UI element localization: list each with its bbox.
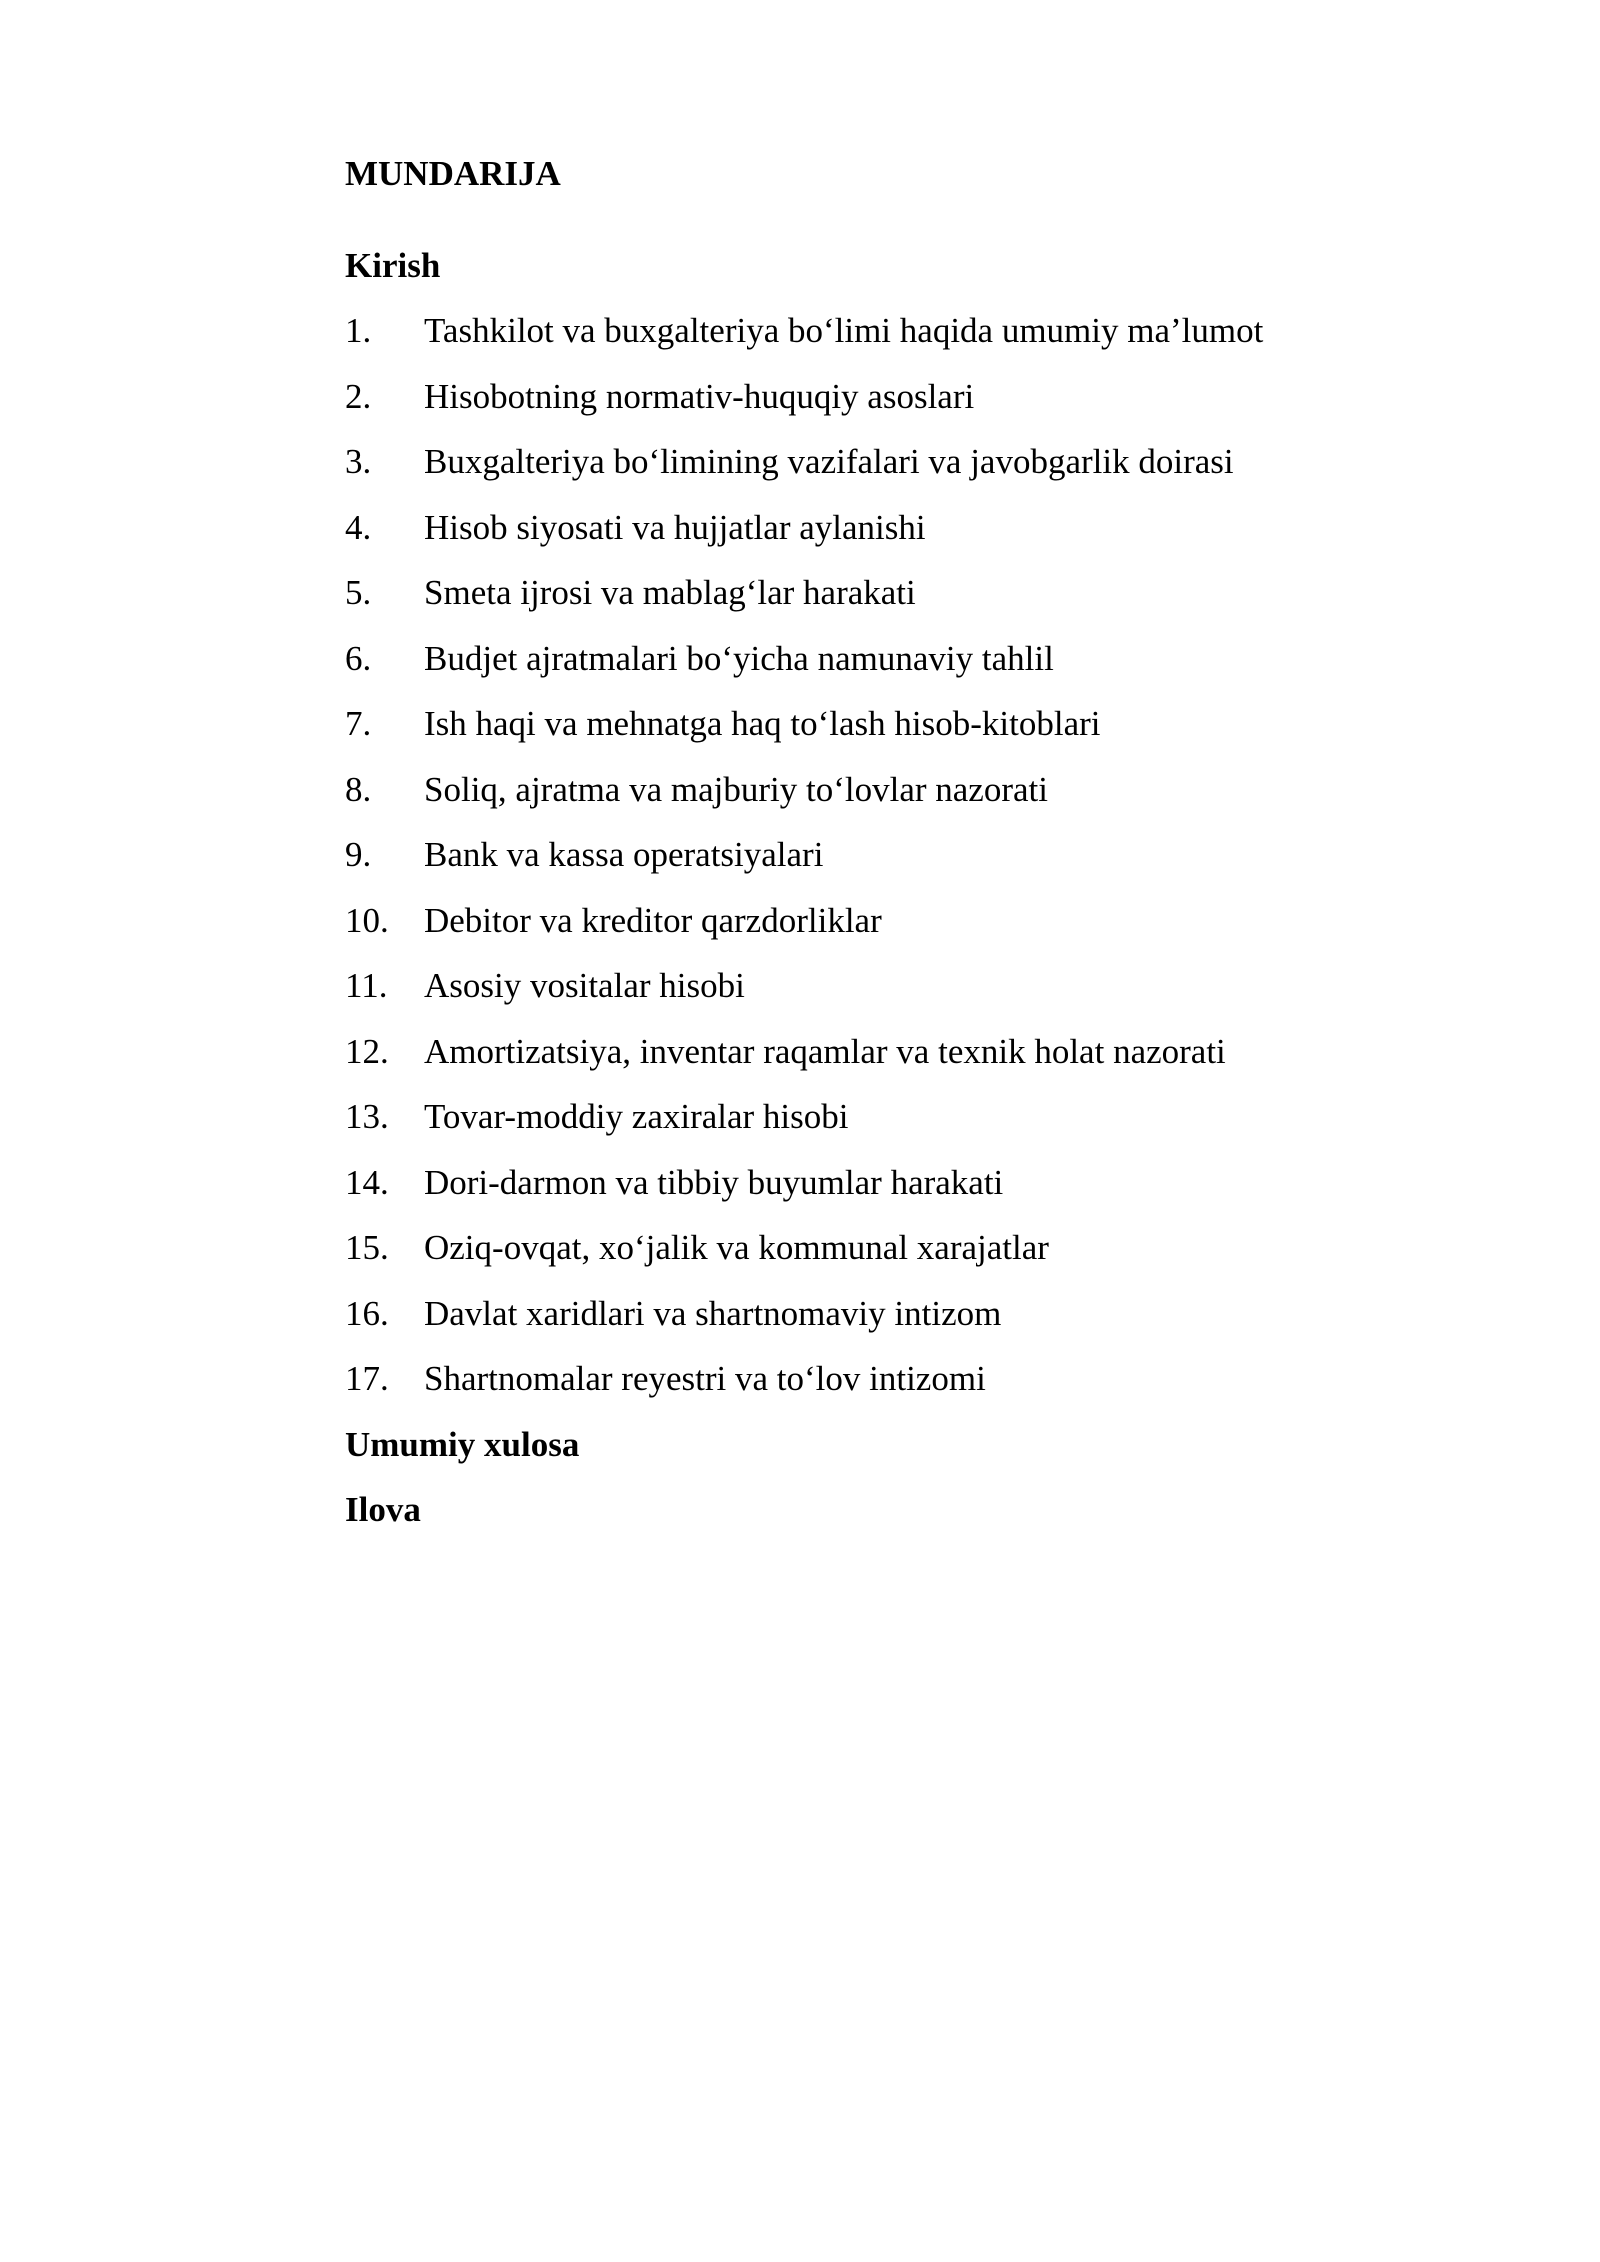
toc-item-number: 16.	[345, 1293, 389, 1333]
toc-item	[345, 895, 1345, 947]
toc-item	[345, 764, 1345, 816]
toc-item	[345, 1353, 1345, 1405]
toc-item	[345, 1288, 1345, 1340]
toc-item	[345, 829, 1345, 881]
toc-item-title: Ish haqi va mehnatga haq to‘lash hisob-kitoblari	[424, 704, 1101, 743]
toc-item-number: 14.	[345, 1162, 389, 1202]
toc-item-title: Tovar-moddiy zaxiralar hisobi	[424, 1097, 849, 1136]
toc-item-number: 5.	[345, 573, 372, 612]
toc-item-title: Hisobotning normativ-huquqiy asoslari	[424, 376, 975, 416]
toc-entry-intro: Kirish	[345, 246, 441, 285]
toc-item-number: 15.	[345, 1228, 389, 1267]
toc-item-number: 13.	[345, 1097, 389, 1136]
toc-item-number: 3.	[345, 442, 372, 481]
toc-item	[345, 1157, 1345, 1209]
toc-item	[345, 436, 1345, 488]
table-of-contents	[345, 148, 1345, 1550]
toc-item-title: Hisob siyosati va hujjatlar aylanishi	[424, 507, 926, 547]
toc-item-title: Amortizatsiya, inventar raqamlar va texnik holat nazorati	[424, 1031, 1226, 1071]
toc-item	[345, 371, 1345, 423]
toc-item-title: Bank va kassa operatsiyalari	[424, 835, 824, 874]
toc-item	[345, 305, 1345, 357]
toc-item-title: Tashkilot va buxgalteriya bo‘limi haqida umumiy ma’lumot	[424, 311, 1264, 350]
toc-item-title: Shartnomalar reyestri va to‘lov intizomi	[424, 1359, 986, 1398]
toc-item-number: 12.	[345, 1031, 389, 1071]
toc-item-title: Oziq-ovqat, xo‘jalik va kommunal xarajatlar	[424, 1228, 1049, 1267]
toc-item-title: Debitor va kreditor qarzdorliklar	[424, 900, 882, 940]
toc-entry-conclusion: Umumiy xulosa	[345, 1424, 580, 1464]
toc-item-title: Budjet ajratmalari bo‘yicha namunaviy tahlil	[424, 638, 1054, 678]
toc-title: MUNDARIJA	[345, 154, 561, 193]
toc-item-number: 6.	[345, 638, 372, 678]
toc-item	[345, 633, 1345, 685]
toc-item-number: 1.	[345, 311, 372, 350]
toc-item	[345, 567, 1345, 619]
toc-item-number: 4.	[345, 507, 372, 547]
toc-item-title: Davlat xaridlari va shartnomaviy intizom	[424, 1293, 1002, 1333]
toc-item-title: Dori-darmon va tibbiy buyumlar harakati	[424, 1162, 1004, 1202]
toc-item-number: 17.	[345, 1359, 389, 1398]
toc-item-number: 2.	[345, 376, 372, 416]
toc-item-number: 7.	[345, 704, 372, 743]
toc-item-title: Buxgalteriya bo‘limining vazifalari va javobgarlik doirasi	[424, 442, 1234, 481]
toc-item-title: Soliq, ajratma va majburiy to‘lovlar nazorati	[424, 769, 1048, 809]
toc-item	[345, 1026, 1345, 1078]
toc-item	[345, 1091, 1345, 1143]
toc-entry-appendix: Ilova	[345, 1490, 421, 1529]
toc-list	[345, 305, 1345, 1405]
toc-item-title: Smeta ijrosi va mablag‘lar harakati	[424, 573, 916, 612]
toc-item	[345, 1222, 1345, 1274]
toc-item-number: 8.	[345, 769, 372, 809]
toc-item	[345, 698, 1345, 750]
toc-item-title: Asosiy vositalar hisobi	[424, 966, 745, 1005]
toc-item	[345, 502, 1345, 554]
toc-closing-entries	[345, 1419, 1345, 1537]
toc-item-number: 10.	[345, 900, 389, 940]
toc-item-number: 9.	[345, 835, 372, 874]
toc-item-number: 11.	[345, 966, 388, 1005]
toc-item	[345, 960, 1345, 1012]
